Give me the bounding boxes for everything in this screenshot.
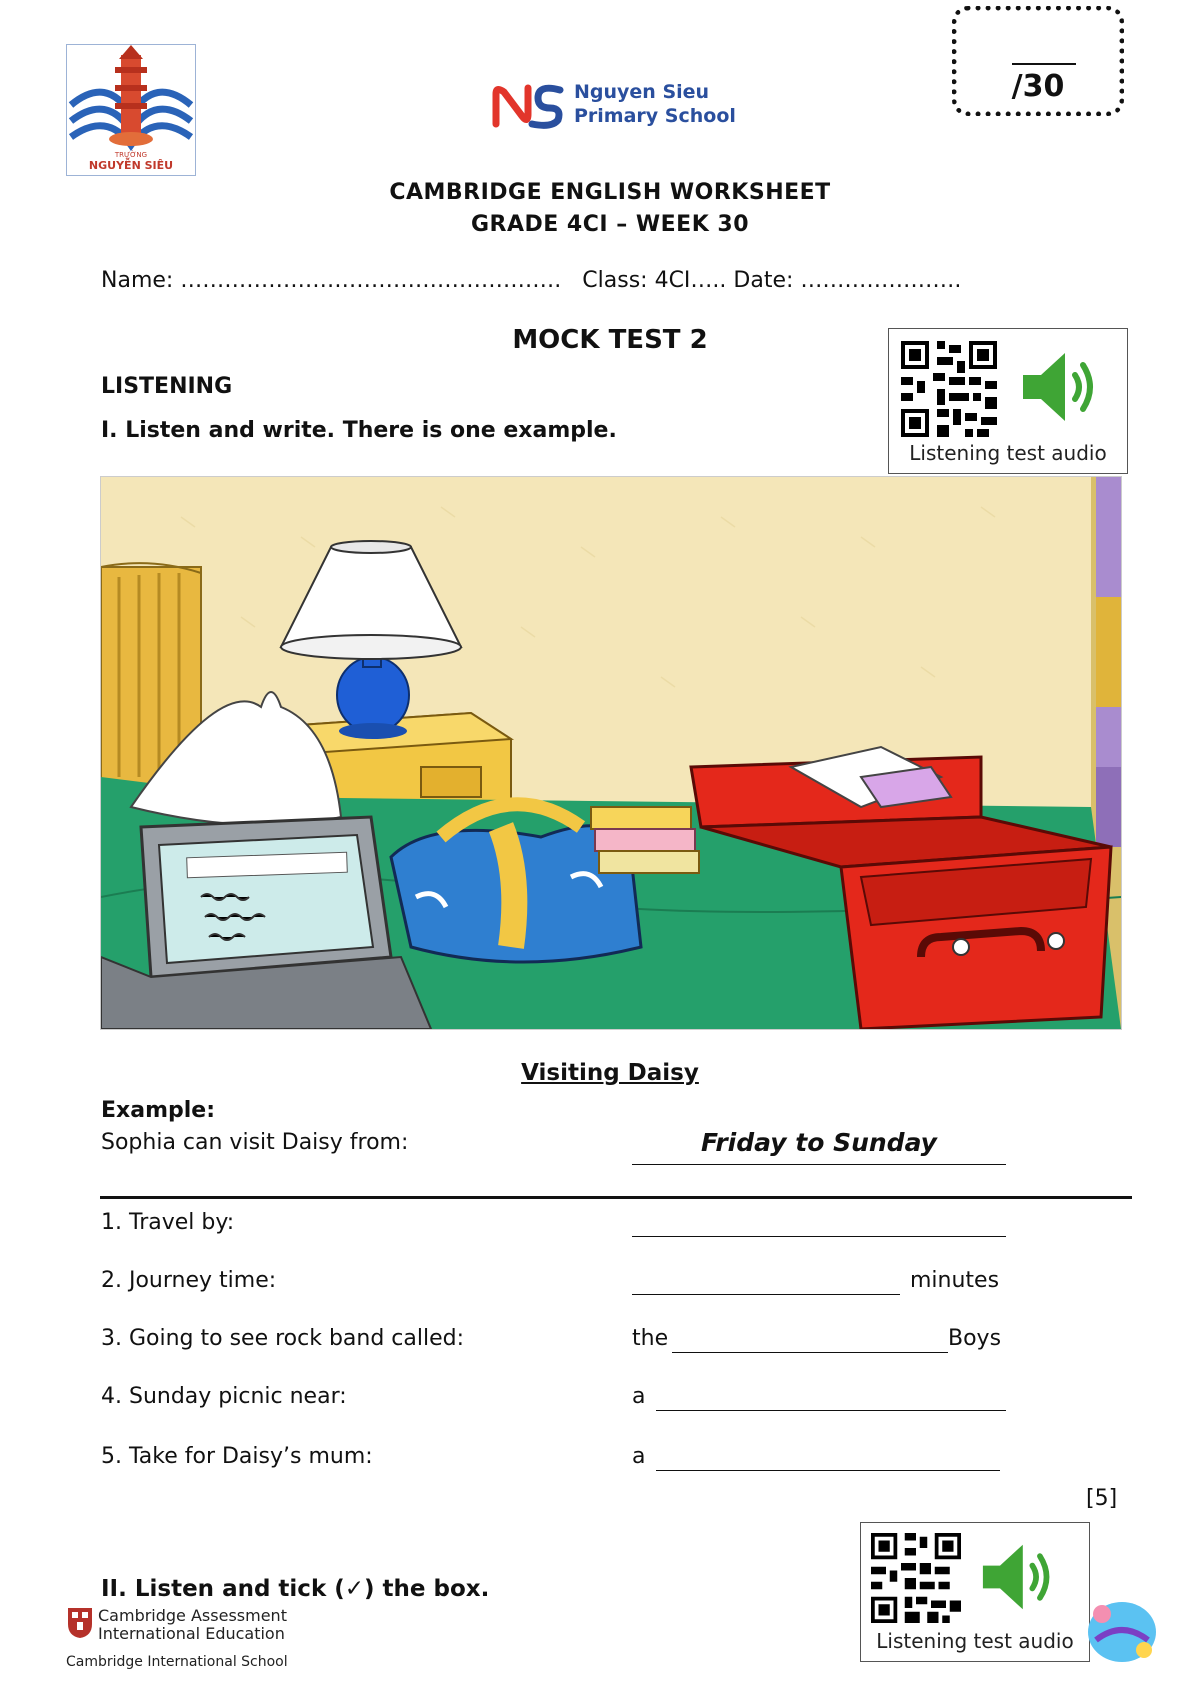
story-title: Visiting Daisy xyxy=(521,1060,699,1086)
example-question: Sophia can visit Daisy from: xyxy=(101,1130,409,1155)
score-total: /30 xyxy=(1011,69,1065,104)
question-2-answer-line[interactable] xyxy=(632,1294,900,1295)
school-name-line1: Nguyen Sieu xyxy=(574,81,710,103)
crest-caption: NGUYỄN SIÊU xyxy=(88,159,174,172)
question-2-suffix: minutes xyxy=(910,1268,1000,1293)
audio-caption-2: Listening test audio xyxy=(876,1629,1074,1653)
ns-monogram-icon xyxy=(492,80,566,130)
audio-caption: Listening test audio xyxy=(909,441,1107,465)
qr-code-icon[interactable] xyxy=(901,341,997,437)
school-name xyxy=(574,80,736,128)
speaker-icon xyxy=(979,1539,1059,1615)
school-name-line2: Primary School xyxy=(574,105,736,127)
question-1-label: 1. Travel by: xyxy=(101,1210,235,1235)
example-answer: Friday to Sunday xyxy=(701,1128,937,1157)
question-4-prefix: a xyxy=(632,1384,646,1409)
crest-graphic xyxy=(67,45,195,175)
question-1-answer-line[interactable] xyxy=(632,1236,1006,1237)
question-4-label: 4. Sunday picnic near: xyxy=(101,1384,347,1409)
section-heading: LISTENING xyxy=(101,374,233,399)
qr-code-icon[interactable] xyxy=(871,1533,961,1623)
question-2-label: 2. Journey time: xyxy=(101,1268,277,1293)
audio-qr-card[interactable] xyxy=(888,328,1128,474)
audio-qr-card-2[interactable] xyxy=(860,1522,1090,1662)
decorative-sticker-icon xyxy=(1082,1596,1160,1668)
question-3-suffix: Boys xyxy=(948,1326,1002,1351)
cambridge-line1: Cambridge Assessment xyxy=(98,1606,287,1625)
question-3-answer-line[interactable] xyxy=(672,1352,948,1353)
score-box xyxy=(952,6,1124,116)
cambridge-line2: International Education xyxy=(98,1624,285,1643)
score-blank-line xyxy=(1012,63,1076,65)
part2-instruction: II. Listen and tick (✓) the box. xyxy=(101,1576,490,1602)
worksheet-subtitle: GRADE 4CI – WEEK 30 xyxy=(470,212,750,237)
speaker-icon xyxy=(1019,347,1103,427)
question-5-prefix: a xyxy=(632,1444,646,1469)
question-3-label: 3. Going to see rock band called: xyxy=(101,1326,465,1351)
student-info-row[interactable]: Name: ……………………………………………. Class: 4CI….. Date: …………………. xyxy=(101,268,962,293)
question-5-answer-line[interactable] xyxy=(656,1470,1000,1471)
question-4-answer-line[interactable] xyxy=(656,1410,1006,1411)
marks-total: [5] xyxy=(1086,1486,1118,1511)
test-title: MOCK TEST 2 xyxy=(512,325,708,355)
bedroom-illustration xyxy=(100,476,1122,1030)
crest-caption-top: TRƯỜNG xyxy=(114,151,148,159)
divider-rule xyxy=(100,1196,1132,1199)
cambridge-shield-icon xyxy=(66,1606,94,1640)
example-answer-line xyxy=(632,1164,1006,1165)
cambridge-school: Cambridge International School xyxy=(66,1654,288,1670)
part1-instruction: I. Listen and write. There is one example. xyxy=(101,418,617,443)
worksheet-title: CAMBRIDGE ENGLISH WORKSHEET xyxy=(389,180,831,205)
bedroom-scene xyxy=(101,477,1121,1029)
school-crest-logo xyxy=(66,44,196,176)
cambridge-logo xyxy=(66,1606,306,1686)
example-label: Example: xyxy=(101,1098,215,1123)
question-5-label: 5. Take for Daisy’s mum: xyxy=(101,1444,373,1469)
question-3-prefix: the xyxy=(632,1326,669,1351)
school-logo xyxy=(492,78,752,132)
